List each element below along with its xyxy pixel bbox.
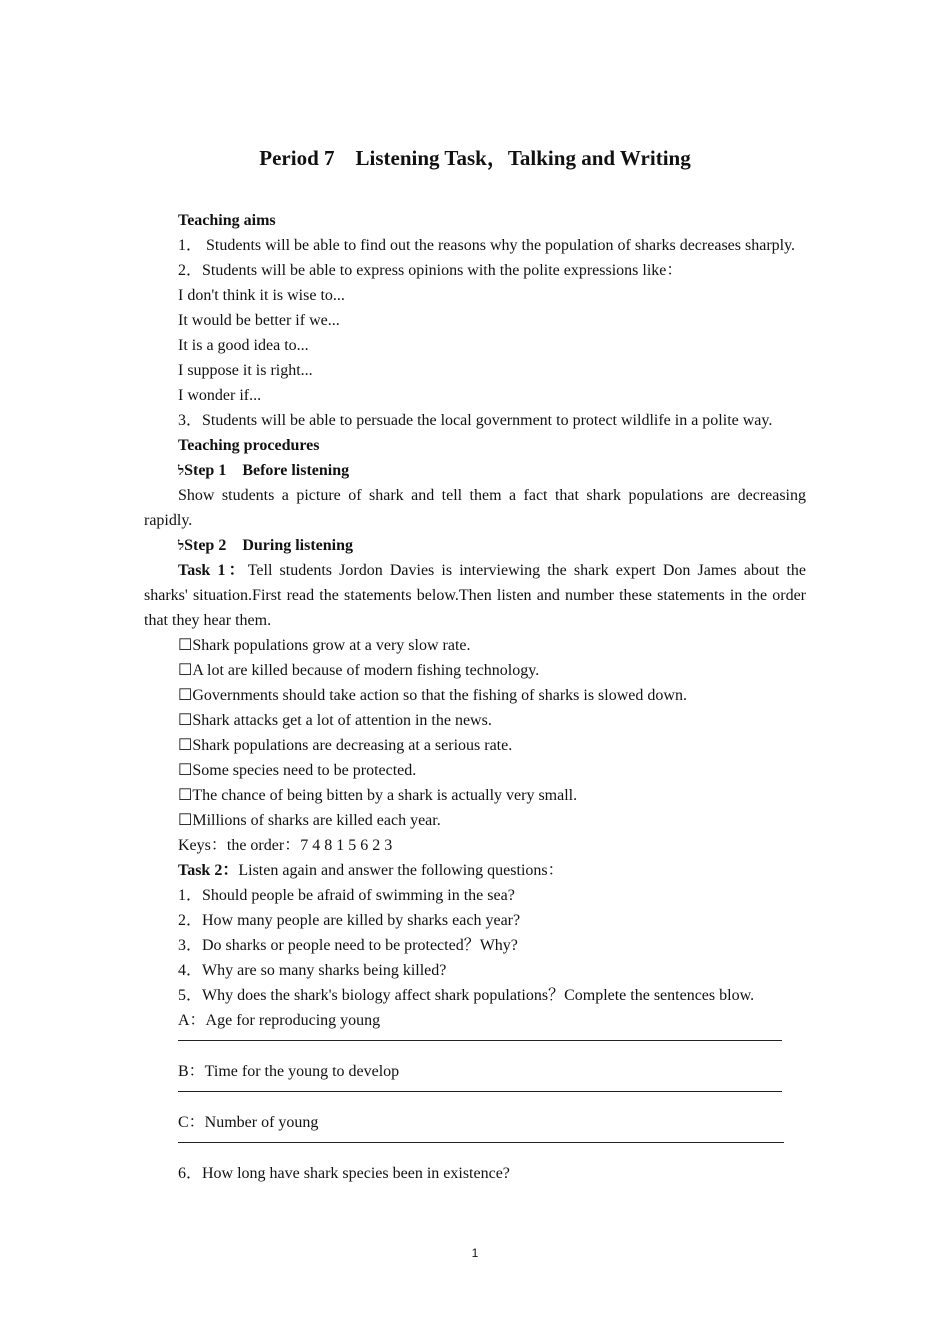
aim-item-2: 2．Students will be able to express opinions with the polite expressions like： [178, 262, 683, 279]
aim-item-1: 1． Students will be able to find out the reasons why the population of sharks decreases sharply. [178, 237, 796, 254]
statement-text: Some species need to be protected. [192, 762, 417, 779]
task-2-text: Listen again and answer the following questions： [238, 862, 564, 879]
question-item: 4．Why are so many sharks being killed? [178, 962, 447, 979]
phrase-item: It would be better if we... [178, 312, 340, 329]
statement-item [144, 658, 806, 683]
checkbox-icon[interactable]: ☐ [178, 762, 193, 779]
step-marker: ל [178, 463, 185, 478]
teaching-procedures-heading: Teaching procedures [178, 437, 320, 454]
question-item: 5．Why does the shark's biology affect shark populations？Complete the sentences blow. [178, 987, 755, 1004]
statement-text: The chance of being bitten by a shark is actually very small. [192, 787, 578, 804]
step-1-title: Step 1 Before listening [184, 462, 350, 479]
task-1-paragraph [144, 558, 806, 633]
answer-line-a[interactable] [178, 1033, 782, 1041]
answer-keys: Keys：the order：7 4 8 1 5 6 2 3 [178, 837, 393, 854]
checkbox-icon[interactable]: ☐ [178, 712, 193, 729]
statement-item [144, 633, 806, 658]
step-1-text: Show students a picture of shark and tell them a fact that shark populations are decreasing rapidly. [144, 487, 806, 529]
task-1-label: Task 1： [178, 562, 248, 579]
question-item: 3．Do sharks or people need to be protected？Why? [178, 937, 518, 954]
checkbox-icon[interactable]: ☐ [178, 637, 193, 654]
phrase-item: I don't think it is wise to... [178, 287, 345, 304]
task-1-text: Tell students Jordon Davies is interviewing the shark expert Don James about the sharks' situation.First read the statements below.Then listen and number these statements in the order that they hear them. [144, 562, 806, 629]
phrase-item: I wonder if... [178, 387, 262, 404]
teaching-aims-heading: Teaching aims [178, 212, 276, 229]
statement-text: Millions of sharks are killed each year. [192, 812, 441, 829]
task-2-paragraph [144, 858, 806, 883]
statement-text: Shark populations grow at a very slow rate. [192, 637, 471, 654]
checkbox-icon[interactable]: ☐ [178, 787, 193, 804]
checkbox-icon[interactable]: ☐ [178, 662, 193, 679]
task-2-label: Task 2： [178, 862, 239, 879]
statement-item [144, 808, 806, 833]
page-number: 1 [471, 1246, 479, 1260]
checkbox-icon[interactable]: ☐ [178, 737, 193, 754]
phrase-item: I suppose it is right... [178, 362, 313, 379]
checkbox-icon[interactable]: ☐ [178, 687, 193, 704]
step-2-heading [144, 533, 806, 558]
document-body [144, 208, 806, 1186]
answer-line-c[interactable] [178, 1135, 784, 1143]
aim-item-3: 3．Students will be able to persuade the local government to protect wildlife in a polite way. [178, 412, 773, 429]
statement-text: Shark attacks get a lot of attention in the news. [192, 712, 492, 729]
statement-item [144, 783, 806, 808]
question-6: 6．How long have shark species been in existence? [178, 1165, 510, 1182]
statement-item [144, 708, 806, 733]
page-title: Period 7 Listening Task，Talking and Writing [259, 146, 691, 170]
statement-text: Shark populations are decreasing at a serious rate. [192, 737, 513, 754]
question-item: 2．How many people are killed by sharks each year? [178, 912, 521, 929]
statement-item [144, 683, 806, 708]
statement-item [144, 758, 806, 783]
step-marker: ל [178, 538, 185, 553]
sub-question-c: C：Number of young [178, 1114, 319, 1131]
statement-text: Governments should take action so that the fishing of sharks is slowed down. [192, 687, 687, 704]
answer-line-b[interactable] [178, 1084, 782, 1092]
phrase-item: It is a good idea to... [178, 337, 309, 354]
question-item: 1．Should people be afraid of swimming in the sea? [178, 887, 515, 904]
step-2-title: Step 2 During listening [184, 537, 354, 554]
sub-question-b: B：Time for the young to develop [178, 1063, 400, 1080]
statement-text: A lot are killed because of modern fishing technology. [192, 662, 540, 679]
statement-item [144, 733, 806, 758]
sub-question-a: A：Age for reproducing young [178, 1012, 381, 1029]
step-1-heading [144, 458, 806, 483]
checkbox-icon[interactable]: ☐ [178, 812, 193, 829]
